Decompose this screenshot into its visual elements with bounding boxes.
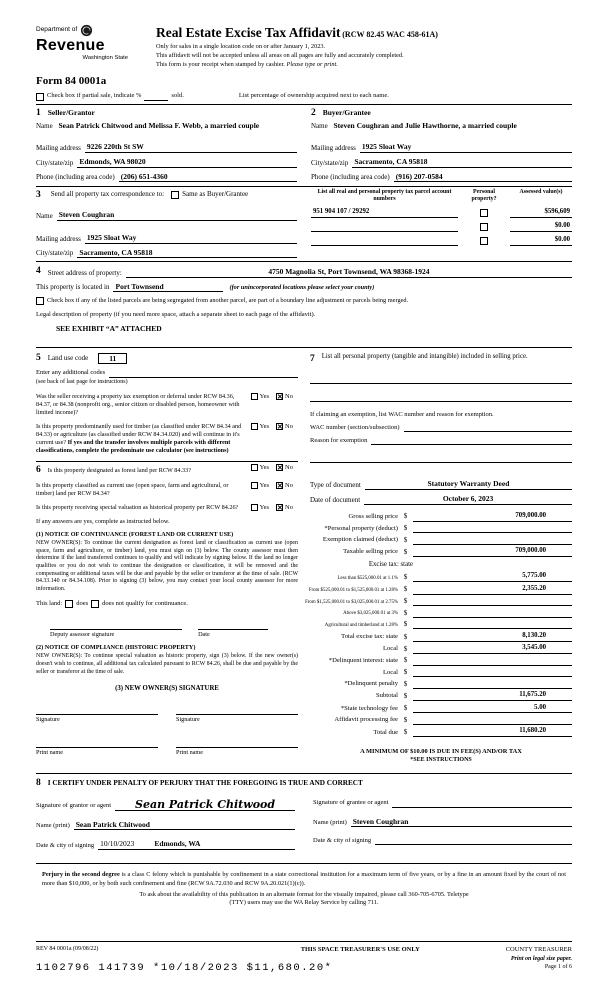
- notice-3-title: (3) NEW OWNER(S) SIGNATURE: [115, 685, 219, 693]
- tax-value[interactable]: [413, 610, 572, 618]
- parcel-personal-checkbox[interactable]: [480, 223, 488, 231]
- section-6-number: 6: [36, 464, 41, 475]
- located-in-note: (for unincorporated locations please select your county): [229, 284, 375, 292]
- corr-name-label: Name: [36, 211, 53, 220]
- tax-value[interactable]: 709,000.00: [413, 547, 572, 557]
- minimum-due-note: A MINIMUM OF $10.00 IS DUE IN FEE(S) AND/OR TAX: [360, 748, 522, 756]
- tax-value[interactable]: [413, 658, 572, 666]
- s6-question-2: [36, 482, 298, 498]
- parcel-number[interactable]: [311, 237, 458, 246]
- grantee-signature-label: Signature of grantee or agent: [313, 799, 389, 807]
- dollar-sign: $: [403, 620, 408, 629]
- reason-exemption-label: Reason for exemption: [310, 436, 368, 444]
- owner-signature-field[interactable]: [36, 705, 158, 715]
- divider: [36, 347, 572, 348]
- treasurer-space-label: THIS SPACE TREASURER'S USE ONLY: [300, 945, 420, 953]
- partial-sale-checkbox[interactable]: [36, 93, 44, 101]
- tax-row: [310, 716, 572, 725]
- tax-label: From $1,525,000.01 to $3,025,000.01 at 2.75%: [305, 599, 398, 605]
- same-as-buyer-label: Same as Buyer/Grantee: [182, 190, 249, 199]
- section-2-buyer: [311, 107, 572, 183]
- owner-printname-label: Print name: [176, 749, 203, 757]
- alt-format-line-1: To ask about the availability of this publication in an alternate format for the visually impaired, please call 360-705-6705. Teletype: [139, 890, 469, 898]
- s6-q1-text: [36, 464, 251, 476]
- divider: [36, 104, 572, 105]
- header-note-2: This affidavit will not be accepted unless all areas on all pages are fully and accurately completed.: [156, 51, 404, 59]
- dollar-sign: $: [403, 535, 408, 544]
- buyer-mailing-value[interactable]: 1925 Sloat Way: [360, 142, 572, 153]
- tax-label: Above $3,025,000.01 at 3%: [343, 611, 398, 617]
- buyer-name-value[interactable]: Steven Coughran and Julie Hawthorne, a married couple: [333, 121, 517, 131]
- tax-row: [310, 668, 572, 677]
- parcel-row: [311, 208, 572, 218]
- s5-q1-text: Was the seller receiving a property tax exemption or deferral under RCW 84.36, 84.37, or 84.38 (nonprofit org., senior citizen or disabled person, homeowner with limited income)?: [36, 392, 240, 416]
- located-in-label: This property is located in: [36, 283, 110, 292]
- bottom-area: [36, 938, 572, 976]
- perjury-notice: [36, 871, 572, 887]
- buyer-name-label: Name: [311, 122, 328, 131]
- buyer-phone-label: Phone (including area code): [311, 173, 390, 182]
- tax-value[interactable]: 11,680.20: [413, 727, 572, 737]
- dollar-sign: $: [403, 691, 408, 700]
- additional-codes-label: Enter any additional codes: [36, 369, 106, 377]
- yes-label: Yes: [259, 463, 270, 471]
- tax-label: *Personal property (deduct): [324, 524, 398, 532]
- grantor-datecity-value[interactable]: [98, 839, 295, 850]
- tax-row: [310, 680, 572, 689]
- owner-signature-label: Signature: [36, 716, 60, 724]
- deputy-signature-row: [36, 620, 298, 639]
- seller-mailing-value[interactable]: 9226 220th St SW: [85, 142, 297, 153]
- tax-row: [310, 727, 572, 737]
- owner-printname-label: Print name: [36, 749, 63, 757]
- located-in-value[interactable]: Port Townsend: [113, 282, 223, 293]
- s6-question-1: [36, 464, 298, 476]
- section-8-number: 8: [36, 778, 41, 789]
- tax-label: Taxable selling price: [343, 548, 398, 556]
- does-not-label: does not qualify for continuance.: [102, 599, 188, 607]
- date-of-document-label: Date of document: [310, 495, 361, 504]
- section-2-title: Buyer/Grantee: [322, 107, 371, 117]
- header-note-3-text: This form is your receipt when stamped by cashier.: [156, 60, 285, 68]
- tax-row: [310, 572, 572, 582]
- main-columns: [36, 352, 572, 770]
- dollar-sign: $: [403, 728, 408, 737]
- header-note-1: Only for sales in a single location code on or after January 1, 2023.: [156, 42, 326, 50]
- segregated-checkbox[interactable]: [36, 297, 44, 305]
- wac-number-field[interactable]: [404, 423, 572, 432]
- tax-row: [310, 524, 572, 533]
- s5-q2-yes-checkbox[interactable]: [251, 423, 258, 430]
- deputy-date-field[interactable]: [198, 620, 268, 630]
- section-5-number: 5: [36, 353, 41, 364]
- s5-q2-normal: Is this property predominantly used for timber (as classified under RCW 84.34 and 84.33) or agriculture (as classified under RCW 84.34.020) and will continue in it's current use?: [36, 422, 242, 446]
- tax-value[interactable]: [413, 621, 572, 629]
- divider: [36, 941, 572, 942]
- grantor-signature-value[interactable]: Sean Patrick Chitwood: [115, 799, 295, 811]
- seller-phone-value[interactable]: (206) 651-4360: [119, 172, 297, 183]
- s6-q3-text: Is this property receiving special valuation as historical property per RCW 84.26?: [36, 504, 239, 512]
- section-1-number: 1: [36, 107, 41, 118]
- land-does-not-checkbox[interactable]: [91, 600, 99, 608]
- section-8-certification: [36, 776, 572, 860]
- dollar-sign: $: [403, 573, 408, 582]
- tax-row: [310, 656, 572, 665]
- deputy-date-label: Date: [198, 631, 210, 639]
- header-note-3: [156, 61, 438, 69]
- wac-number-label: WAC number (section/subsection): [310, 423, 400, 431]
- county-treasurer-label: COUNTY TREASURER: [505, 945, 572, 953]
- dollar-sign: $: [403, 547, 408, 556]
- deputy-signature-field[interactable]: [50, 620, 182, 630]
- no-label: No: [285, 463, 293, 471]
- s5-q1-no-checkbox[interactable]: [276, 393, 283, 400]
- additional-codes-note: (see back of last page for instructions): [36, 378, 128, 385]
- tax-row: [305, 597, 572, 606]
- s5-q2-bold: If yes and the transfer involves multiple parcels with different classifications, complete the predominate use calculator (see instructions): [36, 438, 231, 454]
- type-of-document-value[interactable]: Statutory Warranty Deed: [365, 479, 572, 490]
- grantor-date-value[interactable]: 10/10/2023: [100, 839, 135, 849]
- buyer-city-value[interactable]: Sacramento, CA 95818: [352, 157, 572, 168]
- buyer-phone-value[interactable]: (916) 207-0584: [394, 172, 572, 183]
- tax-row: [310, 609, 572, 618]
- dollar-sign: $: [403, 597, 408, 605]
- grantor-datecity-label: Date & city of signing: [36, 841, 95, 849]
- tax-label: Local: [382, 645, 398, 653]
- no-label: No: [285, 482, 293, 490]
- tax-label: Total excise tax: state: [341, 633, 398, 641]
- grantor-city-value[interactable]: Edmonds, WA: [154, 839, 201, 849]
- owner-printname-field[interactable]: [176, 738, 298, 748]
- section-7-intro: List all personal property (tangible and intangible) included in selling price.: [321, 353, 528, 361]
- tax-label: Local: [382, 668, 398, 676]
- dollar-sign: $: [403, 704, 408, 713]
- dollar-sign: $: [403, 585, 408, 594]
- tax-value[interactable]: 5,775.00: [413, 572, 572, 582]
- s5-q2-no-checkbox[interactable]: [276, 423, 283, 430]
- notice-1-body: NEW OWNER(S): To continue the current designation as forest land or classification as current use (open space, farm and agriculture, or timber) land, you must sign on (3) below. The county assessor must then determine if the land transferred continues to qualify and will indicate by signing below. If the land no longer qualifies or you do not wish to continue the designation or classification, it will be removed and the compensating or additional taxes will be due and payable by the seller or transferor at the time of sale. (RCW 84.33.140 or 84.34.108). Prior to signing (3) below, you may contact your local county assessor for more information.: [36, 540, 298, 593]
- tax-row: [310, 512, 572, 522]
- s5-question-1: [36, 393, 298, 417]
- corr-city-value[interactable]: Sacramento, CA 95818: [77, 248, 297, 259]
- land-use-label: Land use code: [47, 354, 89, 363]
- parcel-table: [311, 189, 572, 259]
- tax-value[interactable]: [413, 717, 572, 725]
- seller-name-value[interactable]: Sean Patrick Chitwood and Melissa F. Webb, a married couple: [58, 121, 260, 131]
- dollar-sign: $: [403, 668, 408, 677]
- reason-exemption-field[interactable]: [371, 436, 572, 445]
- owner-signature-row: [36, 705, 298, 724]
- s6-q1-yes-checkbox[interactable]: [251, 464, 258, 471]
- parcel-assessed-value[interactable]: $0.00: [510, 222, 572, 232]
- buyer-mailing-label: Mailing address: [311, 143, 356, 152]
- legal-description-value[interactable]: SEE EXHIBIT “A” ATTACHED: [56, 324, 162, 334]
- tax-label: Subtotal: [376, 692, 398, 700]
- dollar-sign: $: [403, 512, 408, 521]
- ownership-note: List percentage of ownership acquired next to each name.: [238, 92, 389, 100]
- parcel-assessed-value[interactable]: $0.00: [510, 236, 572, 246]
- tax-value[interactable]: 709,000.00: [413, 512, 572, 522]
- s6-q2-text: Is this property classified as current use (open space, farm and agricultural, or timber) land per RCW 84.34?: [36, 482, 229, 498]
- owner-signature-label: Signature: [176, 716, 200, 724]
- treasurer-stamp: 1102796 141739 *10/18/2023 $11,680.20*: [36, 962, 333, 975]
- seller-buyer-sections: [36, 107, 572, 183]
- tax-value[interactable]: 2,355.20: [413, 585, 572, 595]
- tax-value[interactable]: [413, 537, 572, 545]
- washington-state-label: Washington State: [82, 55, 128, 61]
- tax-row: [310, 644, 572, 654]
- s6-q2-no-checkbox[interactable]: [276, 482, 283, 489]
- notice-2-title: (2) NOTICE OF COMPLIANCE (HISTORIC PROPERTY): [36, 644, 196, 652]
- section-4-property: [36, 264, 572, 344]
- parcel-personal-checkbox[interactable]: [480, 237, 488, 245]
- reason-exemption-field[interactable]: [310, 450, 572, 463]
- tax-value[interactable]: [413, 669, 572, 677]
- parcel-col-assessed: Assessed value(s): [519, 188, 563, 195]
- parcel-number[interactable]: 951 904 107 / 29292: [311, 208, 458, 218]
- tax-row: [310, 547, 572, 557]
- corr-mailing-label: Mailing address: [36, 234, 81, 243]
- tax-row: [310, 585, 572, 595]
- section-1-seller: [36, 107, 297, 183]
- grantor-signature-label: Signature of grantor or agent: [36, 802, 112, 810]
- tax-value[interactable]: 3,545.00: [413, 644, 572, 654]
- segregated-label: Check box if any of the listed parcels are being segregated from another parcel, are part of a boundary line adjustment or parcels being merged.: [47, 297, 409, 305]
- tax-value[interactable]: 8,130.20: [413, 632, 572, 642]
- grantor-printname-value[interactable]: Sean Patrick Chitwood: [74, 820, 295, 831]
- tax-value[interactable]: [413, 525, 572, 533]
- partial-sale-row: [36, 92, 572, 100]
- dollar-sign: $: [403, 644, 408, 653]
- dor-logo: [36, 24, 142, 63]
- yes-label: Yes: [259, 392, 270, 400]
- alt-format-line-2: (TTY) users may use the WA Relay Service by calling 711.: [229, 898, 379, 906]
- s6-q1-no-checkbox[interactable]: [276, 464, 283, 471]
- legal-description-label: Legal description of property (if you need more space, attach a separate sheet to each page of the affidavit).: [36, 310, 316, 318]
- seller-city-value[interactable]: Edmonds, WA 98020: [77, 157, 297, 168]
- notice-1-title: (1) NOTICE OF CONTINUANCE (FOREST LAND OR CURRENT USE): [36, 531, 234, 539]
- tax-label: Gross selling price: [348, 512, 398, 520]
- tax-label: *State technology fee: [340, 704, 398, 712]
- does-label: does: [76, 599, 89, 607]
- divider: [36, 773, 572, 774]
- s6-q3-no-checkbox[interactable]: [276, 504, 283, 511]
- no-label: No: [285, 392, 293, 400]
- left-column: [36, 352, 298, 770]
- see-instructions-note: *SEE INSTRUCTIONS: [410, 756, 472, 763]
- tax-value[interactable]: [413, 598, 572, 606]
- grantee-datecity-field[interactable]: [375, 836, 572, 845]
- tax-value[interactable]: 11,675.20: [413, 691, 572, 701]
- section-3-label: Send all property tax correspondence to:: [50, 190, 165, 199]
- s6-q3-yes-checkbox[interactable]: [251, 504, 258, 511]
- s5-q1-yes-checkbox[interactable]: [251, 393, 258, 400]
- legal-size-note: Print on legal size paper.: [510, 956, 572, 962]
- tax-label: Agricultural and timberland at 1.28%: [324, 622, 398, 628]
- notice-2-body: NEW OWNER(S): To continue special valuation as historic property, sign (3) below. If the new owner(s) doesn't wish to continue, all additional tax calculated pursuant to RCW 84.26, shall be due and payable by the seller or transferor at the time of sale.: [36, 653, 298, 675]
- owner-signature-field[interactable]: [176, 705, 298, 715]
- tax-label: *Delinquent penalty: [344, 680, 398, 688]
- grantee-printname-value[interactable]: Steven Coughran: [351, 817, 572, 828]
- rev-number: REV 84 0001a (09/08/22): [36, 945, 99, 952]
- header-note-3-italic: Please type or print.: [286, 60, 338, 68]
- owner-printname-row: [36, 738, 298, 757]
- section-3-number: 3: [36, 189, 41, 200]
- same-as-buyer-checkbox[interactable]: [171, 191, 179, 199]
- page-number: Page 1 of 6: [544, 963, 572, 970]
- land-does-checkbox[interactable]: [65, 600, 73, 608]
- corr-mailing-value[interactable]: 1925 Sloat Way: [85, 233, 297, 244]
- owner-printname-field[interactable]: [36, 738, 158, 748]
- grantee-datecity-label: Date & city of signing: [313, 837, 372, 845]
- partial-sale-percent-field[interactable]: [144, 93, 168, 101]
- land-use-code-value[interactable]: 11: [98, 353, 127, 365]
- tax-label: Less than $525,000.01 at 1.1%: [337, 575, 398, 581]
- grantee-signature-field[interactable]: [392, 799, 572, 808]
- parcel-row: [311, 236, 572, 246]
- alt-format-note: [36, 891, 572, 907]
- divider: [36, 461, 298, 462]
- form-title: Real Estate Excise Tax Affidavit: [156, 25, 341, 40]
- deputy-signature-label: Deputy assessor signature: [50, 631, 115, 639]
- grantor-printname-label: Name (print): [36, 822, 70, 830]
- tax-row: [310, 620, 572, 629]
- personal-property-field[interactable]: [310, 389, 572, 402]
- tax-label: *Delinquent interest: state: [328, 656, 398, 664]
- street-address-label: Street address of property:: [47, 268, 122, 277]
- form-header: [36, 24, 572, 69]
- s5-question-2: [36, 423, 298, 455]
- no-label: No: [285, 504, 293, 512]
- dollar-sign: $: [403, 656, 408, 665]
- divider: [36, 261, 572, 262]
- tax-value[interactable]: 5.00: [413, 704, 572, 714]
- parcel-row: [311, 222, 572, 232]
- tax-row: [310, 691, 572, 701]
- s6-q2-yes-checkbox[interactable]: [251, 482, 258, 489]
- divider: [36, 186, 572, 187]
- section-7-header: [310, 353, 572, 365]
- dollar-sign: $: [403, 679, 408, 688]
- yes-label: Yes: [259, 422, 270, 430]
- tax-row: [310, 632, 572, 642]
- section-3-correspondence: [36, 189, 297, 259]
- title-block: [156, 24, 438, 69]
- divider: [36, 863, 572, 864]
- corr-city-label: City/state/zip: [36, 249, 74, 258]
- parcel-personal-checkbox[interactable]: [480, 209, 488, 217]
- personal-property-field[interactable]: [310, 371, 572, 384]
- form-number: Form 84 0001a: [36, 75, 107, 88]
- parcel-assessed-value[interactable]: $596,609: [510, 208, 572, 218]
- parcel-col-personal: Personal property?: [471, 188, 497, 203]
- excise-tax-header: Excise tax: state: [368, 561, 413, 569]
- grantee-printname-label: Name (print): [313, 819, 347, 827]
- s5-q2-text: [36, 423, 251, 455]
- dollar-sign: $: [403, 524, 408, 532]
- dollar-sign: $: [403, 715, 408, 724]
- this-land-label: This land:: [36, 599, 63, 607]
- section-1-title: Seller/Grantor: [47, 107, 95, 117]
- seller-phone-label: Phone (including area code): [36, 173, 115, 182]
- county-treasurer-block: [438, 946, 572, 972]
- seller-name-label: Name: [36, 122, 53, 131]
- perjury-lead: Perjury in the second degree: [42, 871, 120, 879]
- partial-sale-suffix: sold.: [171, 92, 184, 100]
- seller-mailing-label: Mailing address: [36, 143, 81, 152]
- buyer-city-label: City/state/zip: [311, 158, 349, 167]
- type-of-document-label: Type of document: [310, 480, 361, 489]
- parcel-number[interactable]: [311, 223, 458, 232]
- correspondence-parcel-row: [36, 189, 572, 259]
- corr-name-value[interactable]: Steven Coughran: [57, 210, 297, 221]
- dor-seal-icon: [80, 24, 93, 37]
- street-address-value[interactable]: 4750 Magnolia St, Port Townsend, WA 98368-1924: [126, 267, 572, 278]
- section-2-number: 2: [311, 107, 316, 118]
- certify-statement: I CERTIFY UNDER PENALTY OF PERJURY THAT THE FOREGOING IS TRUE AND CORRECT: [47, 779, 363, 788]
- grantee-certification: [313, 790, 572, 851]
- revenue-wordmark: Revenue: [36, 37, 105, 54]
- partial-sale-label: Check box if partial sale, indicate %: [47, 92, 142, 100]
- tax-row: [310, 536, 572, 545]
- s6-instruction: If any answers are yes, complete as instructed below.: [36, 517, 170, 525]
- dept-of-label: Department of: [36, 26, 78, 34]
- tax-label: Exemption claimed (deduct): [322, 536, 398, 544]
- perjury-body: is a class C felony which is punishable by confinement in a state correctional institution for a maximum term of five years, or by a fine in an amount fixed by the court of not more than $10,000, or by both such confinement and fine (RCW 9A.72.030 and RCW 9A.20.021(1)(c)).: [42, 871, 566, 887]
- date-of-document-value[interactable]: October 6, 2023: [364, 494, 572, 505]
- parcel-table-header: [311, 189, 572, 204]
- dollar-sign: $: [403, 632, 408, 641]
- dollar-sign: $: [403, 608, 408, 617]
- s6-q1-label: Is this property designated as forest land per RCW 84.33?: [47, 466, 191, 474]
- tax-label: Affidavit processing fee: [334, 716, 398, 724]
- land-qualify-row: [36, 600, 298, 608]
- parcel-col-numbers: List all real and personal property tax parcel account numbers: [317, 188, 452, 203]
- section-4-number: 4: [36, 266, 41, 277]
- section-7-number: 7: [310, 354, 315, 365]
- additional-codes-field[interactable]: [109, 369, 298, 378]
- tax-computation: [305, 511, 572, 738]
- right-column: [305, 352, 572, 770]
- form-title-rcw: (RCW 82.45 WAC 458-61A): [342, 30, 438, 39]
- tax-value[interactable]: [413, 681, 572, 689]
- seller-city-label: City/state/zip: [36, 158, 74, 167]
- grantor-certification: [36, 790, 295, 851]
- tax-label: Total due: [373, 728, 398, 736]
- no-label: No: [285, 422, 293, 430]
- tax-label: From $525,000.01 to $1,525,000.01 at 1.28%: [308, 588, 398, 594]
- yes-label: Yes: [259, 504, 270, 512]
- yes-label: Yes: [259, 482, 270, 490]
- tax-row: [310, 704, 572, 714]
- s6-question-3: [36, 504, 298, 512]
- exemption-note: If claiming an exemption, list WAC number and reason for exemption.: [310, 410, 494, 418]
